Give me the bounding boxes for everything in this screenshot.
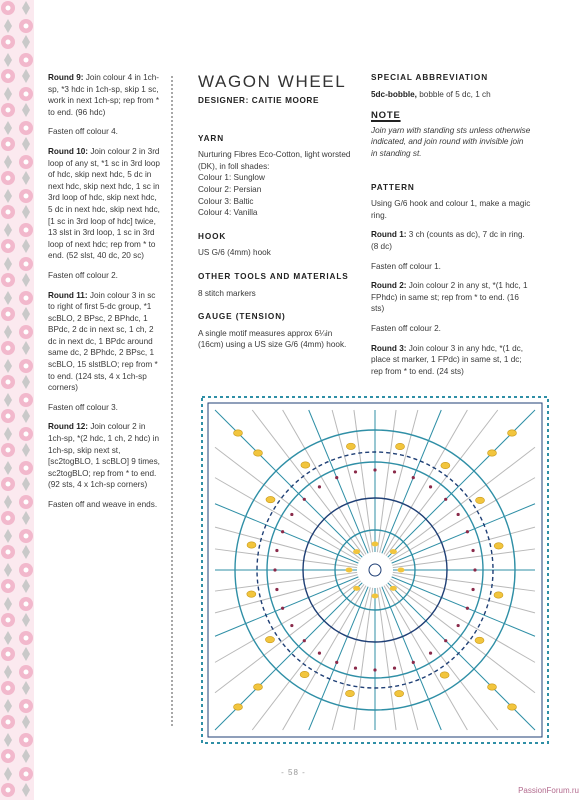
yarn-section bbox=[198, 149, 358, 219]
left-instruction-text: Fasten off colour 2. bbox=[48, 270, 118, 280]
chart-slip-stitch bbox=[471, 588, 474, 591]
special-abbreviation-heading: SPECIAL ABBREVIATION bbox=[371, 73, 489, 82]
pattern-paragraph bbox=[371, 323, 531, 335]
decorative-pattern-strip bbox=[0, 0, 34, 800]
chart-stitch-ray bbox=[252, 584, 364, 730]
gauge-heading: GAUGE (TENSION) bbox=[198, 312, 286, 322]
chart-slip-stitch bbox=[473, 568, 476, 571]
chart-slip-stitch bbox=[373, 468, 376, 471]
chart-slip-stitch bbox=[373, 668, 376, 671]
chart-slip-stitch bbox=[471, 549, 474, 552]
chart-slip-stitch bbox=[429, 485, 432, 488]
left-paragraph bbox=[48, 499, 160, 511]
chart-bobble-symbol bbox=[247, 591, 256, 597]
chart-corner-bobble bbox=[488, 684, 497, 690]
abbreviation-term: 5dc-bobble, bbox=[371, 89, 417, 99]
chart-corner-bobble bbox=[234, 430, 243, 436]
chart-stitch-ray bbox=[215, 581, 361, 693]
chart-slip-stitch bbox=[335, 476, 338, 479]
yarn-colour-4: Colour 4: Vanilla bbox=[198, 208, 258, 218]
chart-bobble-symbol bbox=[441, 462, 450, 468]
chart-corner-bobble bbox=[508, 704, 517, 710]
left-instruction-text: Fasten off colour 4. bbox=[48, 127, 118, 137]
chart-slip-stitch bbox=[290, 513, 293, 516]
pattern-instruction-text: Fasten off colour 2. bbox=[371, 323, 441, 333]
chart-slip-stitch bbox=[281, 607, 284, 610]
chart-slip-stitch bbox=[412, 476, 415, 479]
chart-center-stitch bbox=[346, 568, 353, 573]
yarn-colour-2: Colour 2: Persian bbox=[198, 184, 262, 194]
left-round-label: Round 11: bbox=[48, 290, 88, 300]
pattern-instruction-text: Join colour 2 in any st, *(1 hdc, 1 FPhdc) in same st; rep from * to end. (16 sts) bbox=[371, 281, 528, 314]
pattern-paragraph bbox=[371, 343, 531, 378]
chart-corner-bobble bbox=[234, 704, 243, 710]
chart-stitch-ray bbox=[389, 447, 535, 559]
designer-credit: DESIGNER: CAITIE MOORE bbox=[198, 96, 320, 105]
left-instruction-text: Join colour 4 in 1ch-sp, *3 hdc in 1ch-sp, skip 1 sc, work in next 1ch-sp; rep from * to end. (96 hdc) bbox=[48, 73, 160, 117]
chart-bobble-symbol bbox=[265, 636, 274, 642]
tools-heading: OTHER TOOLS AND MATERIALS bbox=[198, 271, 349, 281]
pattern-paragraph bbox=[371, 229, 531, 252]
chart-slip-stitch bbox=[412, 661, 415, 664]
yarn-colour-1: Colour 1: Sunglow bbox=[198, 173, 265, 183]
chart-center-stitch bbox=[390, 586, 397, 591]
pattern-paragraph bbox=[371, 198, 531, 221]
note-heading: NOTE bbox=[371, 110, 401, 122]
crochet-chart-diagram bbox=[198, 393, 552, 747]
pattern-title: WAGON WHEEL bbox=[198, 72, 347, 91]
chart-slip-stitch bbox=[303, 498, 306, 501]
pattern-paragraph bbox=[371, 261, 531, 273]
left-round-label: Round 9: bbox=[48, 73, 84, 82]
left-instruction-text: Fasten off and weave in ends. bbox=[48, 500, 158, 509]
chart-bobble-symbol bbox=[494, 592, 503, 598]
pattern-instruction-text: Join colour 3 in any hdc, *(1 dc, place st marker, 1 FPdc) in same st, 1 dc; rep from * to end. (24 sts) bbox=[371, 343, 523, 376]
left-instruction-text: Join colour 2 in 1ch-sp, *(2 hdc, 1 ch, 2 hdc) in 1ch-sp, skip next st, [sc2togBLO, 1 scBLO] 9 times, sc2togBLO; rep from * to end. (92 sts, 4 x 1ch-sp corners) bbox=[48, 422, 160, 490]
pattern-paragraph bbox=[371, 280, 531, 315]
left-column-instructions bbox=[48, 72, 160, 519]
chart-stitch-ray bbox=[386, 584, 498, 730]
left-paragraph bbox=[48, 146, 160, 262]
column-divider bbox=[171, 76, 173, 726]
chart-corner-bobble bbox=[488, 450, 497, 456]
left-paragraph bbox=[48, 402, 160, 414]
chart-slip-stitch bbox=[457, 624, 460, 627]
chart-stitch-ray bbox=[252, 410, 364, 556]
pattern-heading: PATTERN bbox=[371, 182, 415, 192]
chart-bobble-symbol bbox=[475, 637, 484, 643]
pattern-round-label: Round 1: bbox=[371, 230, 407, 240]
chart-corner-bobble bbox=[508, 430, 517, 436]
chart-bobble-symbol bbox=[440, 672, 449, 678]
left-paragraph bbox=[48, 270, 160, 282]
gauge-text: A single motif measures approx 6¼in (16cm) using a US size G/6 (4mm) hook. bbox=[198, 328, 347, 350]
chart-center-stitch bbox=[353, 586, 360, 591]
left-round-label: Round 12: bbox=[48, 422, 89, 432]
chart-slip-stitch bbox=[275, 588, 278, 591]
chart-bobble-symbol bbox=[247, 542, 256, 548]
pattern-instruction-text: Using G/6 hook and colour 1, make a magic ring. bbox=[371, 199, 531, 220]
middle-column bbox=[198, 72, 358, 351]
chart-slip-stitch bbox=[444, 498, 447, 501]
chart-center-stitch bbox=[372, 542, 379, 547]
chart-corner-bobble bbox=[254, 450, 263, 456]
chart-magic-ring bbox=[369, 564, 381, 576]
note-text: Join yarn with standing sts unless otherwise indicated, and join round with invisible join in standing st. bbox=[371, 125, 531, 158]
page-number: - 58 - bbox=[281, 768, 306, 777]
chart-slip-stitch bbox=[318, 485, 321, 488]
chart-slip-stitch bbox=[303, 639, 306, 642]
chart-slip-stitch bbox=[290, 624, 293, 627]
chart-stitch-ray bbox=[386, 410, 498, 556]
chart-slip-stitch bbox=[429, 652, 432, 655]
chart-slip-stitch bbox=[281, 530, 284, 533]
pattern-round-label: Round 2: bbox=[371, 281, 407, 291]
right-column bbox=[371, 72, 531, 385]
chart-center-stitch bbox=[353, 549, 360, 554]
special-abbreviation bbox=[371, 89, 531, 101]
chart-slip-stitch bbox=[393, 470, 396, 473]
chart-bobble-symbol bbox=[396, 443, 405, 449]
yarn-description: Nurturing Fibres Eco-Cotton, light worsted (DK), in foll shades: bbox=[198, 150, 351, 171]
left-instruction-text: Fasten off colour 3. bbox=[48, 402, 118, 412]
hook-heading: HOOK bbox=[198, 231, 227, 241]
chart-slip-stitch bbox=[335, 661, 338, 664]
abbreviation-definition: bobble of 5 dc, 1 ch bbox=[419, 89, 491, 99]
tools-text: 8 stitch markers bbox=[198, 288, 256, 298]
pattern-round-label: Round 3: bbox=[371, 343, 407, 353]
left-paragraph bbox=[48, 421, 160, 491]
chart-slip-stitch bbox=[354, 666, 357, 669]
left-paragraph bbox=[48, 290, 160, 394]
chart-center-stitch bbox=[398, 568, 405, 573]
chart-bobble-symbol bbox=[476, 497, 485, 503]
chart-slip-stitch bbox=[393, 666, 396, 669]
pattern-instruction-text: Fasten off colour 1. bbox=[371, 261, 441, 271]
chart-slip-stitch bbox=[275, 549, 278, 552]
left-paragraph bbox=[48, 72, 160, 118]
chart-slip-stitch bbox=[466, 530, 469, 533]
hook-text: US G/6 (4mm) hook bbox=[198, 248, 271, 258]
left-instruction-text: Join colour 2 in 3rd loop of any st, *1 sc in 3rd loop of hdc, skip next hdc, 5 dc in next hdc, skip next hdc, 1 sc in 3rd loop of hdc, skip next hdc, 5 dc in next hdc, skip next hdc, [1 sc in 3rd loop of hdc] twice, 13 slst in 3rd loop, 1 sc in 3rd loop of next hdc; rep from * to end. (52 slst, 40 dc, 20 sc) bbox=[48, 146, 160, 261]
chart-center-stitch bbox=[390, 549, 397, 554]
pattern-instructions bbox=[371, 198, 531, 377]
yarn-heading: YARN bbox=[198, 133, 225, 143]
chart-corner-bobble bbox=[254, 684, 263, 690]
pattern-instruction-text: 3 ch (counts as dc), 7 dc in ring. (8 dc) bbox=[371, 230, 525, 251]
chart-slip-stitch bbox=[354, 470, 357, 473]
chart-bobble-symbol bbox=[494, 543, 503, 549]
chart-center-stitch bbox=[372, 594, 379, 599]
left-instruction-text: Join colour 3 in sc to right of first 5-dc group, *1 scBLO, 2 BPsc, 2 BPhdc, 1 BPdc, 2 dc in next sc, 1 ch, 2 dc in next dc, 1 BPdc around same dc, 2 BPhdc, 2 BPsc, 1 scBLO, 15 slstBLO; rep from * to end. (124 sts, 4 x 1ch-sp corners) bbox=[48, 290, 158, 393]
left-paragraph bbox=[48, 126, 160, 138]
chart-stitch-ray bbox=[389, 581, 535, 693]
yarn-colour-3: Colour 3: Baltic bbox=[198, 196, 254, 206]
chart-bobble-symbol bbox=[301, 462, 310, 468]
chart-bobble-symbol bbox=[266, 496, 275, 502]
chart-slip-stitch bbox=[457, 513, 460, 516]
chart-bobble-symbol bbox=[300, 671, 309, 677]
chart-bobble-symbol bbox=[346, 443, 355, 449]
chart-slip-stitch bbox=[466, 607, 469, 610]
chart-stitch-ray bbox=[215, 447, 361, 559]
left-round-label: Round 10: bbox=[48, 146, 89, 156]
chart-slip-stitch bbox=[318, 652, 321, 655]
chart-slip-stitch bbox=[273, 568, 276, 571]
chart-slip-stitch bbox=[444, 639, 447, 642]
chart-bobble-symbol bbox=[395, 690, 404, 696]
watermark: PassionForum.ru bbox=[518, 786, 579, 795]
chart-bobble-symbol bbox=[345, 690, 354, 696]
